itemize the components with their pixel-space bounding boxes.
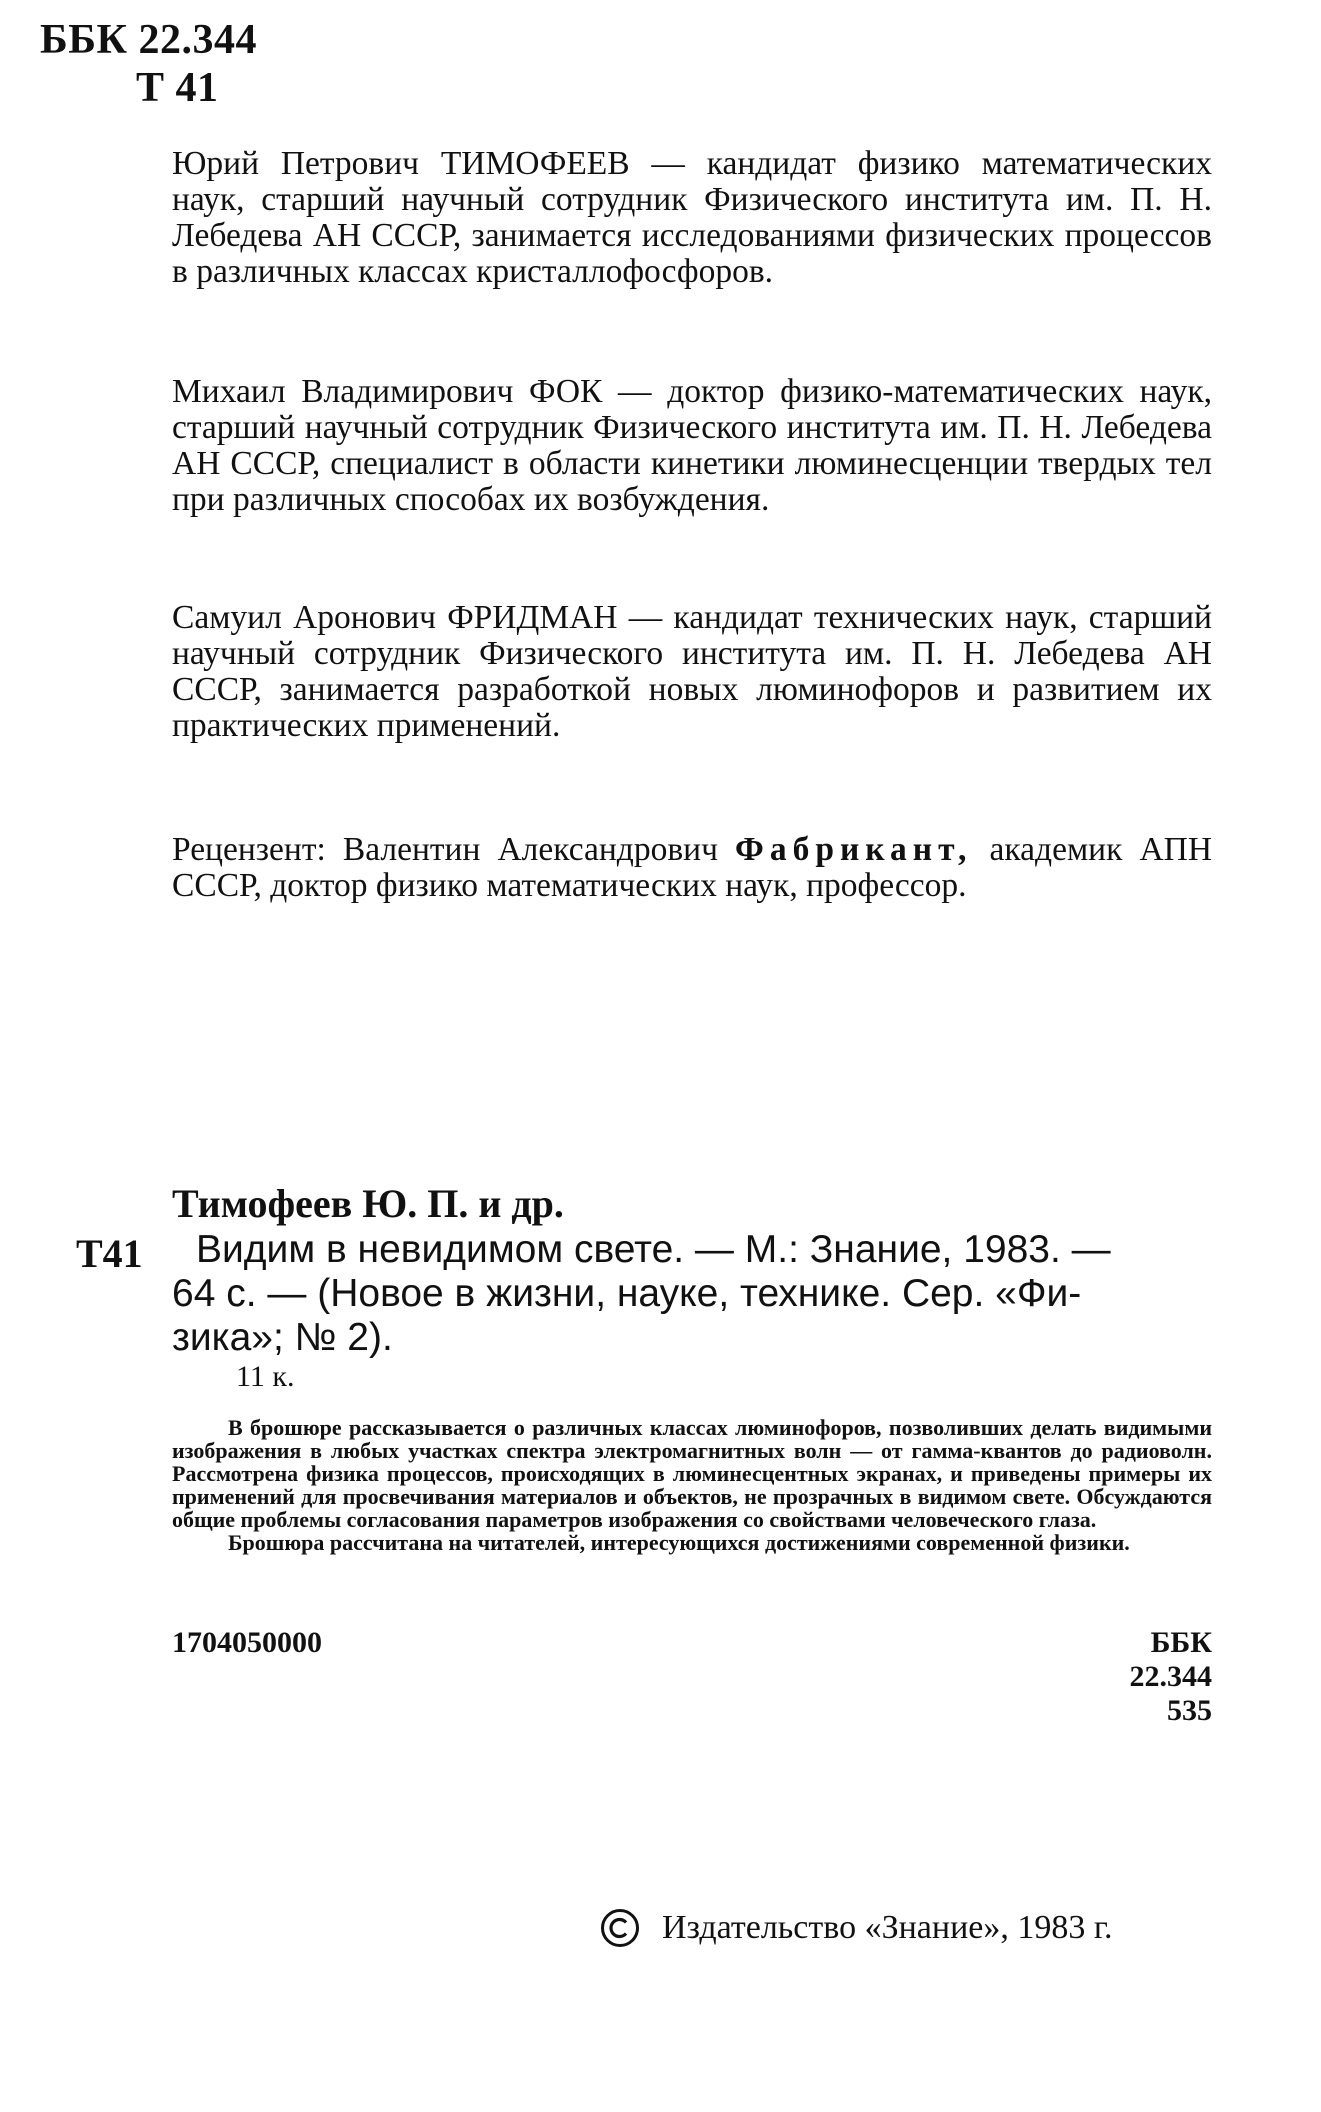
author-first-name: Юрий Петрович: [172, 145, 420, 182]
bbk-index: [40, 16, 257, 112]
reference-line: Видим в невидимом свете. — М.: Знание, 1983. —: [196, 1228, 1111, 1271]
reference-line: зика»; № 2).: [172, 1316, 393, 1359]
reviewer-surname: Фабрикант,: [735, 831, 973, 868]
author-surname: ТИМОФЕЕВ: [440, 145, 630, 182]
author-bio: [172, 374, 1212, 518]
reference-code: Т41: [76, 1231, 143, 1276]
author-first-name: Самуил Аронович: [172, 599, 436, 636]
publication-number: 1704050000: [172, 1626, 322, 1659]
reviewer-label: Рецензент:: [172, 831, 326, 868]
author-surname: ФРИДМАН: [447, 599, 618, 636]
bbk-code: ББК 22.344: [40, 17, 257, 63]
author-description: — доктор физико-математических наук, старший научный сотрудник Физического института им. П. Н. Лебедева АН СССР, специалист в области кинетики люминесценции твердых тел при различных способах их возбуждения.: [172, 373, 1212, 518]
author-description: — кандидат технических наук, старший научный сотрудник Физического института им. П. Н. Лебедева АН СССР, занимается разработкой новых люминофоров и развитием их практических применений.: [172, 599, 1212, 744]
author-description: — кандидат физико математических наук, старший научный сотрудник Физического института им. П. Н. Лебедева АН СССР, занимается исследованиями физических процессов в различных классах кристаллофосфоров.: [172, 145, 1213, 290]
footer-bbk-sub: 535: [1167, 1694, 1212, 1727]
author-surname: ФОК: [528, 373, 603, 410]
author-bio: [172, 600, 1212, 744]
author-bio: [172, 146, 1212, 290]
footer-bbk-code: ББК 22.344: [1129, 1626, 1212, 1693]
reference-line: 64 с. — (Новое в жизни, науке, технике. Сер. «Фи-: [172, 1272, 1082, 1315]
abstract-paragraph: В брошюре рассказывается о различных классах люминофоров, позволивших делать видимыми изображения в любых участках спектра электромагнитных волн — от гамма-квантов до радиоволн. Рассмотрена физика процессов, происходящих в люминесцентных экранах, и приведены примеры их применений для просвечивания материалов и объектов, не прозрачных в видимом свете. Обсуждаются общие проблемы согласования параметров изображения со свойствами человеческого глаза.: [172, 1415, 1212, 1532]
author-mark: Т 41: [136, 65, 219, 111]
copyright-icon: [600, 1908, 640, 1948]
reference-heading: Тимофеев Ю. П. и др.: [172, 1181, 564, 1226]
abstract-paragraph: Брошюра рассчитана на читателей, интересующихся достижениями современной физики.: [228, 1530, 1130, 1555]
abstract: [172, 1416, 1212, 1554]
reviewer-description: академик АПН СССР, доктор физико математических наук, профессор.: [172, 831, 1213, 904]
footer-bbk: [1090, 1626, 1212, 1728]
copyright-text: Издательство «Знание», 1983 г.: [662, 1909, 1113, 1946]
price: 11 к.: [236, 1360, 295, 1393]
reviewer-note: [172, 832, 1212, 904]
reviewer-name: Валентин Александрович: [342, 831, 718, 868]
copyright-line: [600, 1908, 1112, 1948]
reference-body: [172, 1228, 1212, 1360]
author-first-name: Михаил Владимирович: [172, 373, 514, 410]
